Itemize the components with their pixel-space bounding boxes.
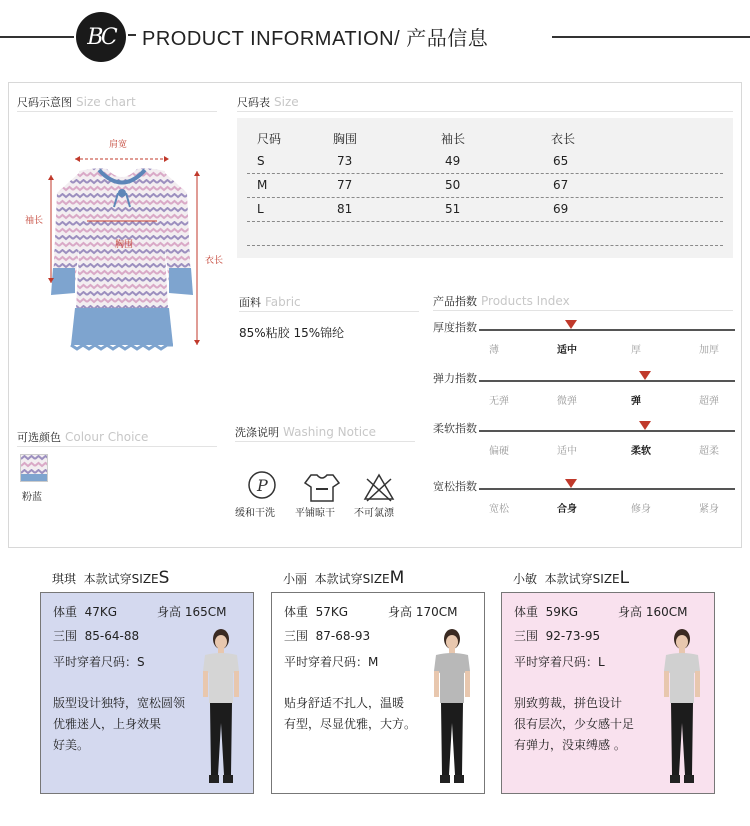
index-marker-icon: [565, 479, 577, 488]
model-stat: [514, 653, 605, 670]
table-row: [247, 174, 723, 198]
model-height: [157, 603, 226, 620]
usual-size-label: 平时穿着尺码：: [284, 655, 369, 669]
divider: [237, 111, 733, 112]
index-label: 厚度指数: [433, 321, 477, 334]
model-description: [514, 693, 634, 756]
weight-value: 57KG: [315, 605, 349, 619]
description-line: 版型设计独特，宽松圆领: [53, 696, 186, 710]
model-description: [53, 693, 185, 756]
size-diagram: [17, 123, 227, 383]
index-marker-icon: [639, 371, 651, 380]
trial-size: S: [158, 568, 170, 588]
trial-size: L: [619, 568, 630, 588]
page-header: [0, 0, 750, 78]
size-chart-heading: 尺码示意图 Size chart: [17, 95, 136, 109]
dress-illustration: [17, 123, 227, 383]
model-stat: [284, 627, 370, 644]
model-card: [40, 592, 254, 794]
index-row: [433, 319, 739, 369]
divider: [17, 446, 217, 447]
weight-label: 体重: [284, 605, 309, 619]
index-row: [433, 370, 739, 420]
cell: S: [257, 154, 265, 168]
index-option: 弹: [631, 396, 641, 407]
page-title: PRODUCT INFORMATION/ 产品信息: [142, 28, 489, 50]
index-option: 宽松: [489, 504, 509, 515]
index-scale-bar: [479, 329, 735, 331]
model-stat: [53, 653, 145, 670]
weight-label: 体重: [514, 605, 539, 619]
wash-label: 平铺晾干: [295, 508, 335, 519]
model-height: [388, 603, 457, 620]
model-figure: [191, 625, 251, 791]
cell: L: [257, 202, 264, 216]
model-stat: [514, 627, 600, 644]
divider: [17, 111, 217, 112]
cell: 67: [553, 178, 569, 192]
index-option: 合身: [557, 504, 577, 515]
cell: 69: [553, 202, 569, 216]
dry-clean-icon: [244, 469, 284, 505]
divider: [235, 441, 415, 442]
model-photo: [422, 625, 482, 795]
weight-value: 47KG: [84, 605, 118, 619]
length-label: 衣长: [205, 256, 224, 266]
washing-heading: 洗涤说明 Washing Notice: [235, 425, 377, 439]
no-bleach-icon: [361, 471, 401, 507]
size-table-heading: 尺码表 Size: [237, 95, 299, 109]
height-value: 165CM: [184, 605, 227, 619]
model-stat: [284, 653, 378, 670]
header-cell: 胸围: [333, 132, 358, 146]
trial-prefix: 本款试穿SIZE: [314, 572, 390, 586]
index-marker-icon: [639, 421, 651, 430]
trial-prefix: 本款试穿SIZE: [83, 572, 159, 586]
index-option: 柔软: [631, 446, 651, 457]
header-cell: 尺码: [257, 132, 282, 146]
description-line: 很有层次，少女感十足: [514, 717, 635, 731]
model-stat: [514, 603, 578, 620]
color-name: 粉蓝: [22, 492, 42, 503]
model-photo: [191, 625, 251, 795]
wash-label: 不可氯漂: [354, 508, 394, 519]
index-option: 厚: [631, 345, 641, 356]
description-line: 优雅迷人，上身效果: [53, 717, 162, 731]
index-option: 偏硬: [489, 446, 509, 457]
shoulder-label: 肩宽: [109, 140, 128, 150]
measure-label: 三围: [53, 629, 78, 643]
fabric-heading: 面料 Fabric: [239, 295, 301, 309]
index-label: 宽松指数: [433, 480, 477, 493]
model-stat: [53, 627, 139, 644]
height-label: 身高: [618, 605, 643, 619]
index-option: 薄: [489, 345, 499, 356]
cell: M: [257, 178, 268, 192]
index-row: [433, 478, 739, 528]
wash-label: 缓和干洗: [235, 508, 275, 519]
cell: 81: [337, 202, 353, 216]
index-option: 超柔: [699, 446, 719, 457]
index-option: 无弹: [489, 396, 509, 407]
index-label: 柔软指数: [433, 422, 477, 435]
product-info-panel: [8, 82, 742, 548]
table-row-empty: [247, 222, 723, 246]
chest-label: 胸围: [115, 240, 134, 250]
description-line: 有型，尽显优雅，大方。: [284, 717, 417, 731]
index-option: 超弹: [699, 396, 719, 407]
height-label: 身高: [388, 605, 413, 619]
model-name: 小丽: [283, 572, 308, 586]
model-stat: [284, 603, 348, 620]
index-scale-bar: [479, 488, 735, 490]
index-option: 修身: [631, 504, 651, 515]
model-photo: [652, 625, 712, 795]
model-height: [618, 603, 687, 620]
size-table-header: [247, 126, 723, 150]
sleeve-label: 袖长: [25, 216, 44, 226]
color-swatch-pink-blue[interactable]: [20, 454, 48, 482]
usual-size-value: S: [137, 655, 145, 669]
model-title: [283, 568, 404, 588]
index-option: 适中: [557, 345, 577, 356]
cell: 50: [445, 178, 461, 192]
product-index-heading: 产品指数 Products Index: [433, 294, 570, 308]
model-title: [52, 568, 169, 588]
table-row: [247, 198, 723, 222]
measure-label: 三围: [284, 629, 309, 643]
index-option: 紧身: [699, 504, 719, 515]
model-card: [501, 592, 715, 794]
description-line: 别致剪裁，拼色设计: [514, 696, 623, 710]
cell: 73: [337, 154, 353, 168]
index-marker-icon: [565, 320, 577, 329]
usual-size-label: 平时穿着尺码：: [53, 655, 138, 669]
height-value: 160CM: [645, 605, 688, 619]
measure-label: 三围: [514, 629, 539, 643]
model-figure: [652, 625, 712, 791]
weight-label: 体重: [53, 605, 78, 619]
model-title: [513, 568, 629, 588]
cell: 51: [445, 202, 461, 216]
cell: 77: [337, 178, 353, 192]
measure-value: 87-68-93: [315, 629, 371, 643]
trial-size: M: [389, 568, 405, 588]
model-description: [284, 693, 416, 735]
weight-value: 59KG: [545, 605, 579, 619]
index-scale-bar: [479, 380, 735, 382]
color-choice-heading: 可选颜色 Colour Choice: [17, 430, 149, 444]
header-cell: 衣长: [551, 132, 576, 146]
fabric-value: 85%粘胶 15%锦纶: [239, 326, 345, 340]
model-stat: [53, 603, 117, 620]
description-line: 有弹力，没束缚感 。: [514, 738, 626, 752]
index-label: 弹力指数: [433, 372, 477, 385]
height-value: 170CM: [415, 605, 458, 619]
header-divider-right: [552, 36, 750, 38]
color-swatch-image: [21, 455, 48, 482]
brand-logo: BC: [76, 12, 126, 62]
description-line: 好美。: [53, 738, 90, 752]
size-table: [237, 118, 733, 258]
header-cell: 袖长: [441, 132, 466, 146]
usual-size-value: M: [368, 655, 379, 669]
measure-value: 85-64-88: [84, 629, 140, 643]
divider: [433, 310, 733, 311]
usual-size-value: L: [598, 655, 605, 669]
usual-size-label: 平时穿着尺码：: [514, 655, 599, 669]
index-option: 适中: [557, 446, 577, 457]
flat-dry-icon: [303, 471, 343, 507]
cell: 49: [445, 154, 461, 168]
model-figure: [422, 625, 482, 791]
index-row: [433, 420, 739, 470]
divider: [239, 311, 419, 312]
index-scale-bar: [479, 430, 735, 432]
model-card: [271, 592, 485, 794]
svg-text:P: P: [257, 476, 268, 495]
index-option: 加厚: [699, 345, 719, 356]
index-option: 微弹: [557, 396, 577, 407]
trial-prefix: 本款试穿SIZE: [544, 572, 620, 586]
model-name: 小敏: [513, 572, 538, 586]
model-name: 琪琪: [52, 572, 77, 586]
header-divider-left: [0, 36, 74, 38]
description-line: 贴身舒适不扎人，温暖: [284, 696, 405, 710]
cell: 65: [553, 154, 569, 168]
measure-value: 92-73-95: [545, 629, 601, 643]
height-label: 身高: [157, 605, 182, 619]
table-row: [247, 150, 723, 174]
